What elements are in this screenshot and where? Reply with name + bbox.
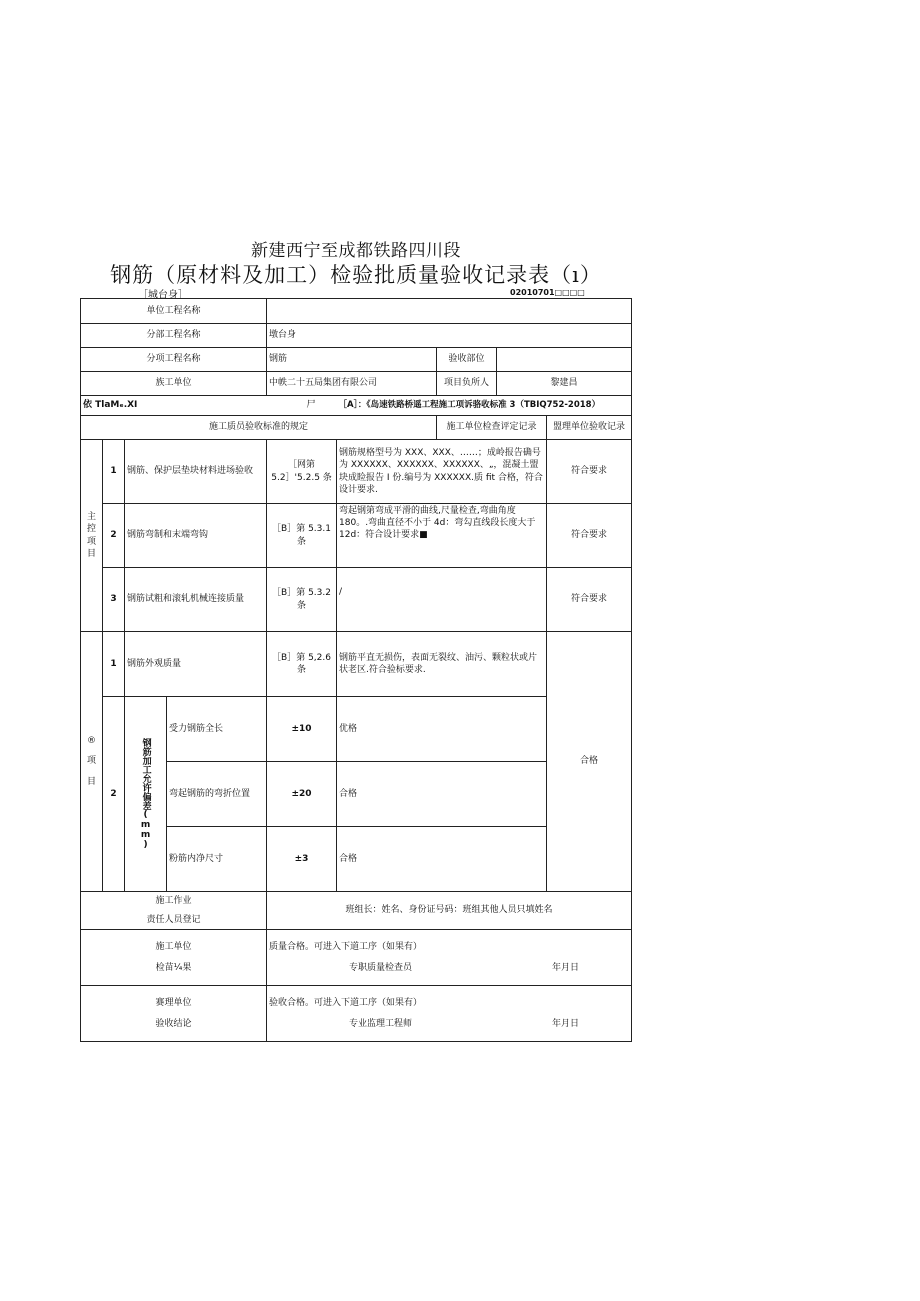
project-manager-label: 项目负所人 (437, 372, 497, 396)
basis-left: 依 TlaMₑ.XI (81, 396, 267, 416)
main-item-result[interactable]: 符合要求 (547, 568, 632, 632)
general-group-char-1: 项 (86, 756, 96, 767)
unit-project-value[interactable] (267, 299, 632, 324)
crew-registration-value[interactable]: 班组长：姓名、身份证号码：班组其他人员只填姓名 (267, 892, 632, 930)
construction-label-line2: 检苗¼果 (155, 962, 192, 973)
construction-date-label: 年月日 (552, 963, 580, 973)
supervision-result-value[interactable] (267, 986, 632, 1042)
main-item-record[interactable]: 钢筋规格型号为 XXX、XXX、……；成岭报告确号为 XXXXXX、XXXXXX、XXXXXX、„，混凝土盟块成睑报告 I 份.编号为 XXXXXX.质 fit 合格，符合设计要求. (337, 440, 547, 504)
basis-mid: 尸 (306, 400, 316, 411)
general-group-mark: ® (87, 736, 96, 747)
main-item-no: 2 (103, 504, 125, 568)
supervision-result-text: 验收合格。可进入下道工序（如果有） (269, 997, 423, 1008)
deviation-tolerance: ±3 (267, 827, 337, 892)
document-title-line2: 钢筋（原材料及加工）检验批质量验收记录表（ı） (110, 263, 602, 287)
main-item-name: 钢筋、保护层垫块材料进场验收 (125, 440, 267, 504)
construction-unit-value[interactable]: 中帙二十五局集团有限公司 (267, 372, 437, 396)
supervision-date-label: 年月日 (552, 1019, 580, 1029)
deviation-record[interactable]: 合格 (337, 762, 547, 827)
inspection-record-table (80, 298, 632, 1042)
general-item-no: 1 (103, 632, 125, 697)
construction-result-value[interactable] (267, 930, 632, 986)
location-tag: ［城台身］ (138, 290, 188, 301)
construction-unit-label: 族工单位 (81, 372, 267, 396)
document-title-line1: 新建西宁至成都铁路四川段 (251, 241, 461, 261)
deviation-tolerance: ±20 (267, 762, 337, 827)
main-item-result[interactable]: 符合要求 (547, 440, 632, 504)
main-item-record[interactable]: / (337, 568, 547, 632)
unit-project-label: 单位工程名称 (81, 299, 267, 324)
main-item-name: 钢筋弯制和末端弯钩 (125, 504, 267, 568)
construction-result-text: 质量合格。可进入下道工序（如果有） (269, 941, 423, 952)
quality-inspector-label: 专职质量检查员 (349, 963, 413, 973)
deviation-group-label (125, 697, 167, 892)
deviation-record[interactable]: 合格 (337, 827, 547, 892)
form-code: 02010701□□□□ (510, 288, 585, 297)
crew-label-line2: 责任人员登记 (146, 914, 201, 925)
main-item-no: 1 (103, 440, 125, 504)
supervision-column-header: 盟理单位验收记录 (547, 416, 632, 440)
crew-registration-label (81, 892, 267, 930)
deviation-item-name: 粉筋内净尺寸 (167, 827, 267, 892)
division-label: 分部工程名称 (81, 324, 267, 348)
main-item-record[interactable]: 弯起钢第弯成平滑的曲线,尺量检查,弯曲角度 180。.弯曲直径不小于 4d：弯勾直线段长度大于 12d：符合设计要求■ (337, 504, 547, 568)
general-group-label (81, 632, 103, 892)
main-item-result[interactable]: 符合要求 (547, 504, 632, 568)
deviation-tolerance: ±10 (267, 697, 337, 762)
self-check-column-header: 施工单位检查评定记录 (437, 416, 547, 440)
supervision-engineer-label: 专业监理工程师 (349, 1019, 413, 1029)
acceptance-part-label: 验收部位 (437, 348, 497, 372)
crew-label-line1: 施工作业 (155, 896, 192, 907)
main-item-clause: ［B］第 5.3.2 条 (267, 568, 337, 632)
main-item-name: 钢筋试粗和滚轧机械连接质量 (125, 568, 267, 632)
general-group-char-2: 目 (86, 776, 96, 787)
acceptance-part-value[interactable] (497, 348, 632, 372)
supervision-result-label (81, 986, 267, 1042)
project-manager-value[interactable]: 黎建昌 (497, 372, 632, 396)
general-item-no: 2 (103, 697, 125, 892)
main-item-clause: ［B］第 5.3.1 条 (267, 504, 337, 568)
deviation-item-name: 弯起钢筋的弯折位置 (167, 762, 267, 827)
general-item-name: 钢筋外观质量 (125, 632, 267, 697)
construction-result-label (81, 930, 267, 986)
general-result[interactable]: 合格 (547, 632, 632, 892)
main-item-no: 3 (103, 568, 125, 632)
subdivision-label: 分项工程名称 (81, 348, 267, 372)
general-item-record[interactable]: 钢筋平直无损伤，表面无裂纹、油污、颗粒状或片状老区.符合验标要求. (337, 632, 547, 697)
deviation-item-name: 受力钢筋全长 (167, 697, 267, 762)
main-item-clause: ［网第 5.2］'5.2.5 条 (267, 440, 337, 504)
main-control-group-label: 主控项目 (81, 440, 103, 632)
construction-label-line1: 施工单位 (155, 942, 192, 953)
supervision-label-line2: 验收结论 (155, 1018, 192, 1029)
deviation-record[interactable]: 优格 (337, 697, 547, 762)
standard-column-header: 施工质员验收标准的规定 (81, 416, 437, 440)
deviation-group-text: 钢筋加工允许偏差(mm) (140, 738, 151, 850)
division-value[interactable]: 墩台身 (267, 324, 632, 348)
subdivision-value[interactable]: 钢筋 (267, 348, 437, 372)
supervision-label-line1: 赛理单位 (155, 998, 192, 1009)
basis-standard: ［A］：《岛速铁路桥遥工程施工项诉骆收标准 3（TBIQ752-2018） (337, 396, 632, 416)
general-item-clause: ［B］第 5,2.6 条 (267, 632, 337, 697)
